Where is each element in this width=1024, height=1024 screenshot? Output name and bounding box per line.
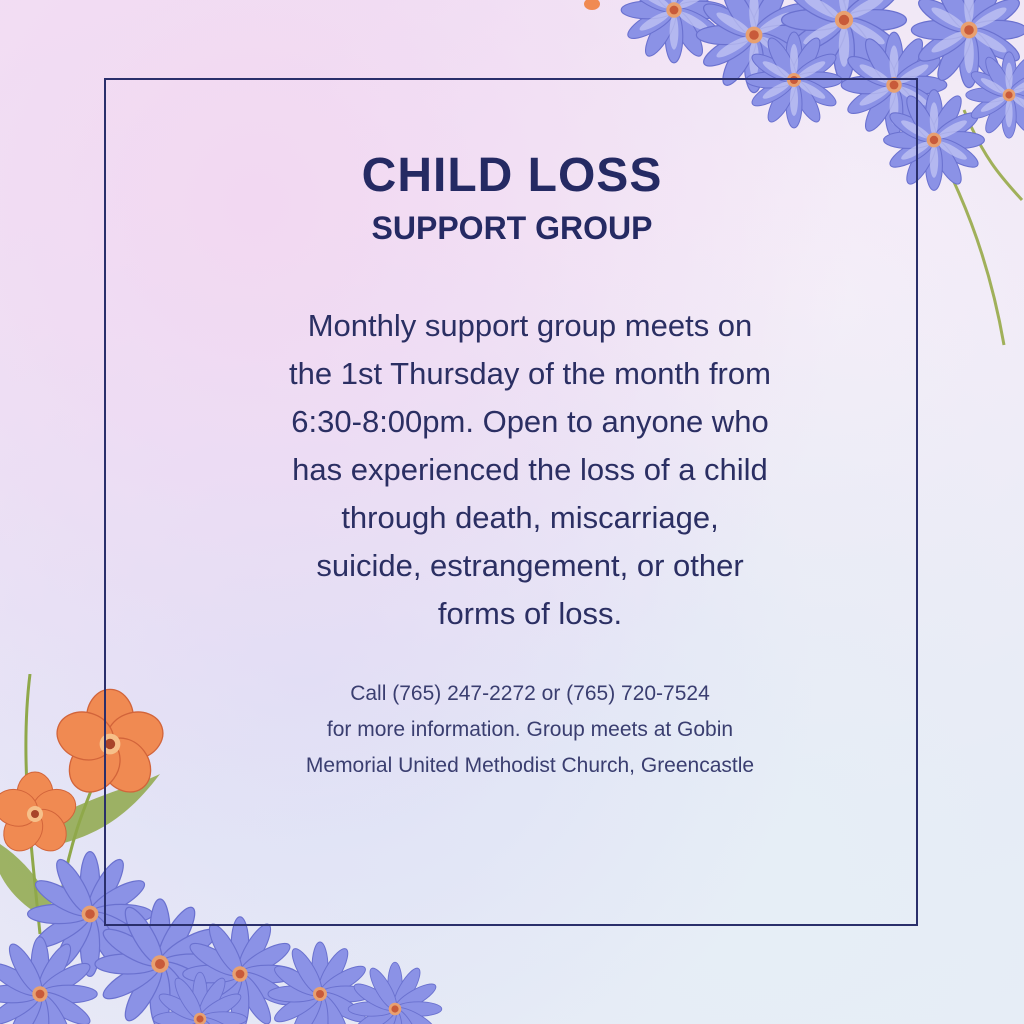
description-text	[210, 302, 850, 638]
description-line: 6:30-8:00pm. Open to anyone who	[291, 404, 769, 439]
description-line: Monthly support group meets on	[307, 308, 753, 343]
description-line: suicide, estrangement, or other	[316, 548, 744, 583]
contact-info	[190, 676, 870, 784]
description-line: through death, miscarriage,	[341, 500, 719, 535]
description-line: the 1st Thursday of the month from	[289, 356, 771, 391]
contact-line: Memorial United Methodist Church, Greencastle	[305, 754, 755, 777]
contact-line: Call (765) 247-2272 or (765) 720-7524	[350, 682, 710, 705]
page-subtitle: SUPPORT GROUP	[371, 210, 653, 246]
description-line: has experienced the loss of a child	[292, 452, 768, 487]
page-title: CHILD LOSS	[361, 149, 663, 202]
contact-line: for more information. Group meets at Gobin	[326, 718, 734, 741]
description-line: forms of loss.	[437, 596, 623, 631]
